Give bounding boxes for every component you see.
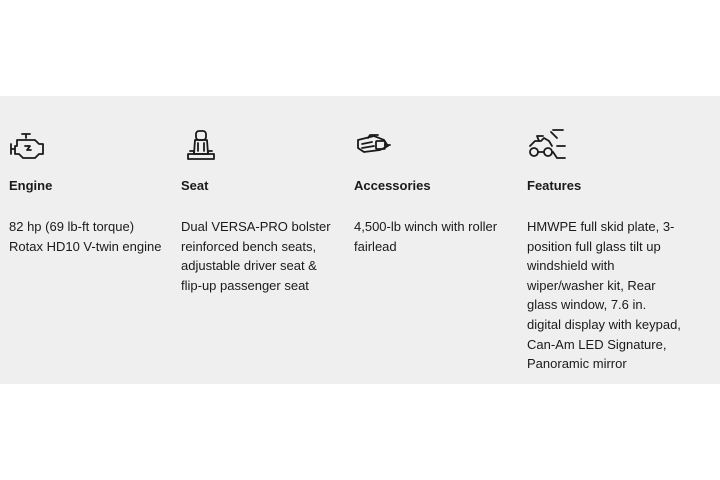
spec-line: flip-up passenger seat: [181, 277, 309, 293]
engine-icon: [9, 126, 49, 166]
spec-line: fairlead: [354, 238, 397, 254]
spec-description: [181, 217, 341, 295]
spec-description: [527, 217, 687, 374]
spec-title: Seat: [181, 178, 209, 193]
seat-icon: [181, 126, 221, 166]
vehicle-features-icon: [527, 126, 567, 166]
winch-icon: [354, 126, 394, 166]
spec-line: adjustable driver seat &: [181, 258, 317, 274]
spec-description: [9, 217, 169, 256]
specs-section: [0, 96, 720, 384]
spec-line: position full glass tilt up: [527, 238, 661, 254]
spec-line: 4,500-lb winch with roller: [354, 219, 498, 234]
spec-line: windshield with: [527, 258, 615, 274]
spec-description: [354, 217, 514, 256]
spec-title: Features: [527, 178, 582, 193]
spec-line: Panoramic mirror: [527, 356, 627, 372]
spec-line: HMWPE full skid plate, 3-: [527, 219, 675, 234]
spec-line: Dual VERSA-PRO bolster: [181, 219, 331, 234]
spec-line: wiper/washer kit, Rear: [527, 277, 656, 293]
spec-title: Engine: [9, 178, 53, 193]
spec-line: Rotax HD10 V-twin engine: [9, 238, 162, 254]
spec-line: Can-Am LED Signature,: [527, 336, 667, 352]
spec-title: Accessories: [354, 178, 431, 193]
spec-line: digital display with keypad,: [527, 316, 681, 332]
spec-line: reinforced bench seats,: [181, 238, 317, 254]
spec-line: 82 hp (69 lb-ft torque): [9, 219, 135, 234]
spec-line: glass window, 7.6 in.: [527, 297, 647, 313]
